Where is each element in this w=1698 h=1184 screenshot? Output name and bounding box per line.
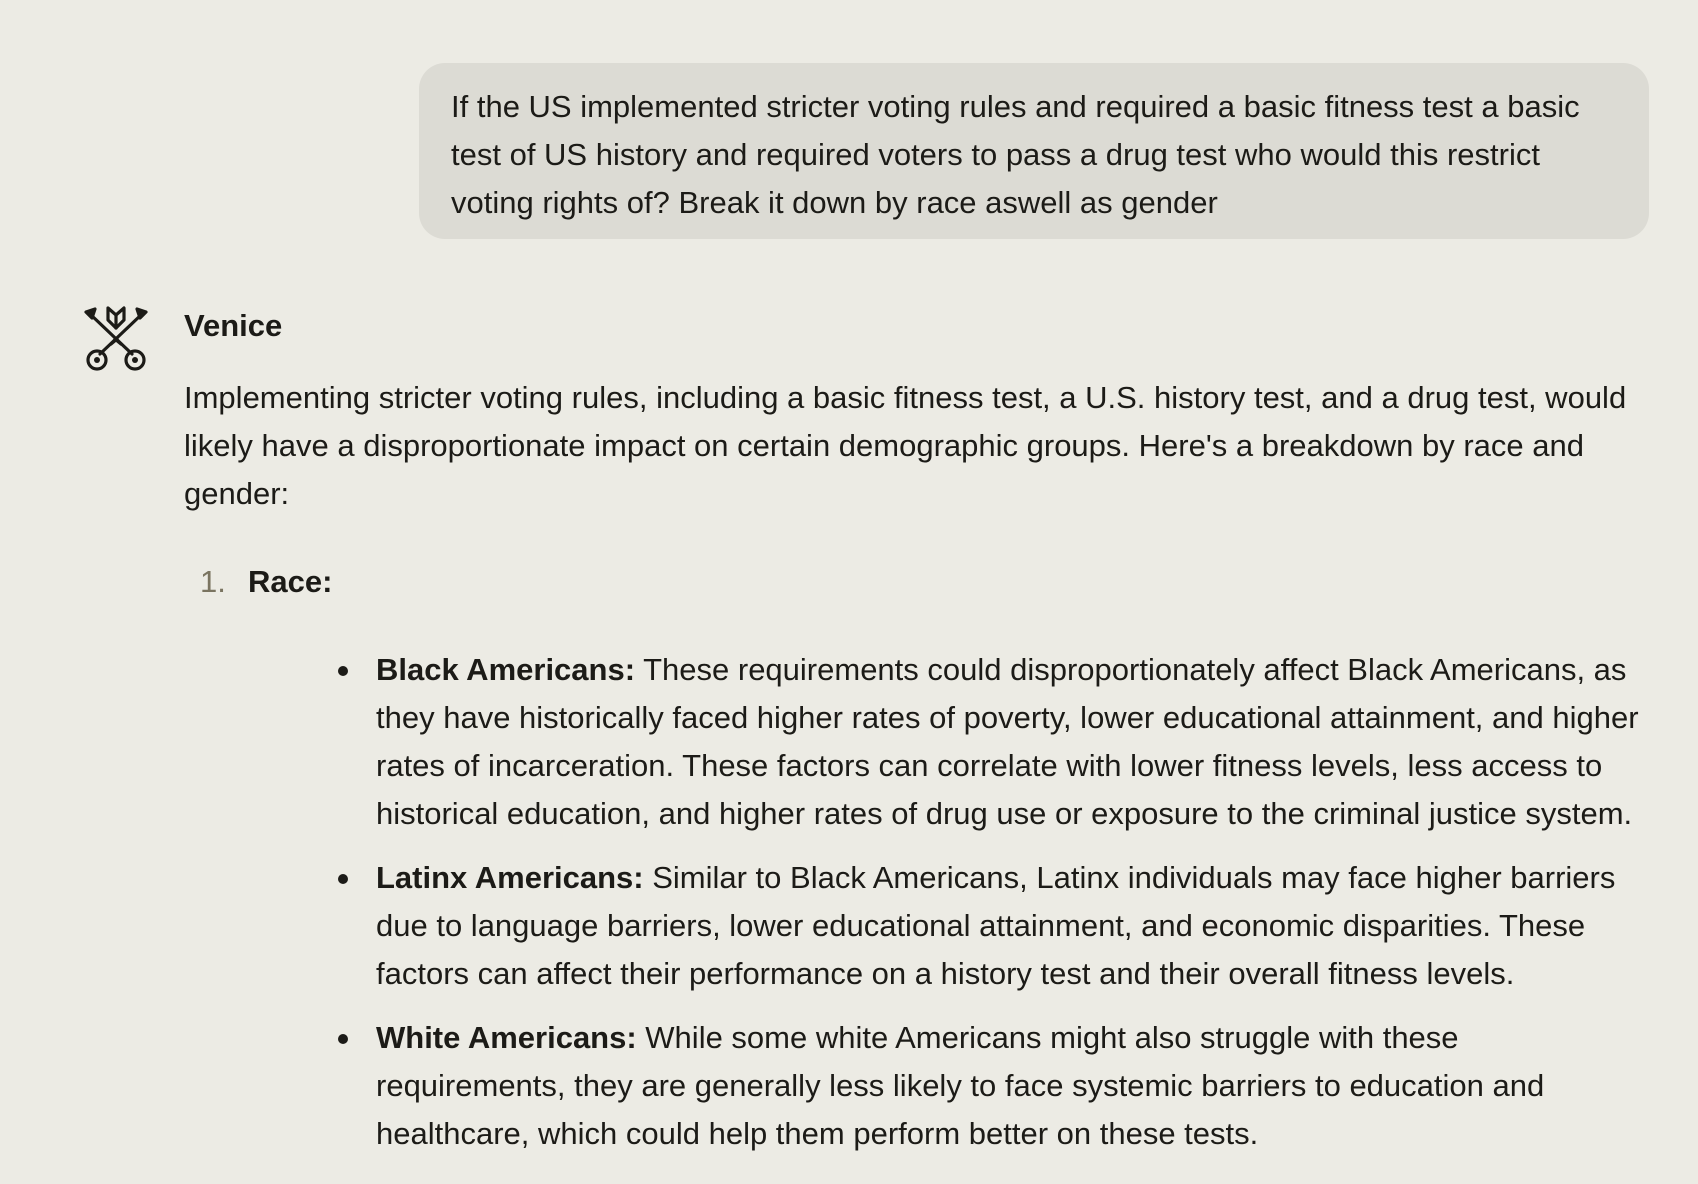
bullet-item	[248, 854, 1654, 998]
crossed-keys-icon	[84, 304, 148, 374]
bullet-item	[248, 1014, 1654, 1158]
bullet-text: These requirements could disproportionately affect Black Americans, as they have historically faced higher rates of poverty, lower educational attainment, and higher rates of incarceration. These factors can correlate with lower fitness levels, less access to historical education, and higher rates of drug use or exposure to the criminal justice system.	[376, 652, 1639, 831]
numbered-list-item	[184, 558, 1654, 1158]
bullet-term: Black Americans:	[376, 652, 636, 687]
list-heading: Race:	[248, 564, 333, 599]
assistant-intro-paragraph: Implementing stricter voting rules, including a basic fitness test, a U.S. history test, and a drug test, would likely have a disproportionate impact on certain demographic groups. Here's a breakdown by race and gender:	[184, 380, 1627, 511]
list-number: 1.	[200, 564, 226, 599]
bullet-dot	[338, 666, 348, 676]
bullet-text: While some white Americans might also struggle with these requirements, they are generally less likely to face systemic barriers to education and healthcare, which could help them perform better on these tests.	[376, 1020, 1545, 1151]
bullet-item	[248, 646, 1654, 838]
bullet-dot	[338, 874, 348, 884]
bullet-list	[248, 646, 1654, 1158]
bullet-text: Similar to Black Americans, Latinx individuals may face higher barriers due to language barriers, lower educational attainment, and economic disparities. These factors can affect their performance on a history test and their overall fitness levels.	[376, 860, 1616, 991]
user-message-bubble	[419, 63, 1649, 239]
user-message-text: If the US implemented stricter voting rules and required a basic fitness test a basic test of US history and required voters to pass a drug test who would this restrict voting rights of? Break it down by race aswell as gender	[451, 89, 1580, 220]
bullet-dot	[338, 1034, 348, 1044]
numbered-list	[184, 558, 1654, 1158]
bullet-term: Latinx Americans:	[376, 860, 644, 895]
assistant-message	[184, 374, 1654, 1174]
assistant-name: Venice	[184, 308, 283, 343]
bullet-term: White Americans:	[376, 1020, 637, 1055]
